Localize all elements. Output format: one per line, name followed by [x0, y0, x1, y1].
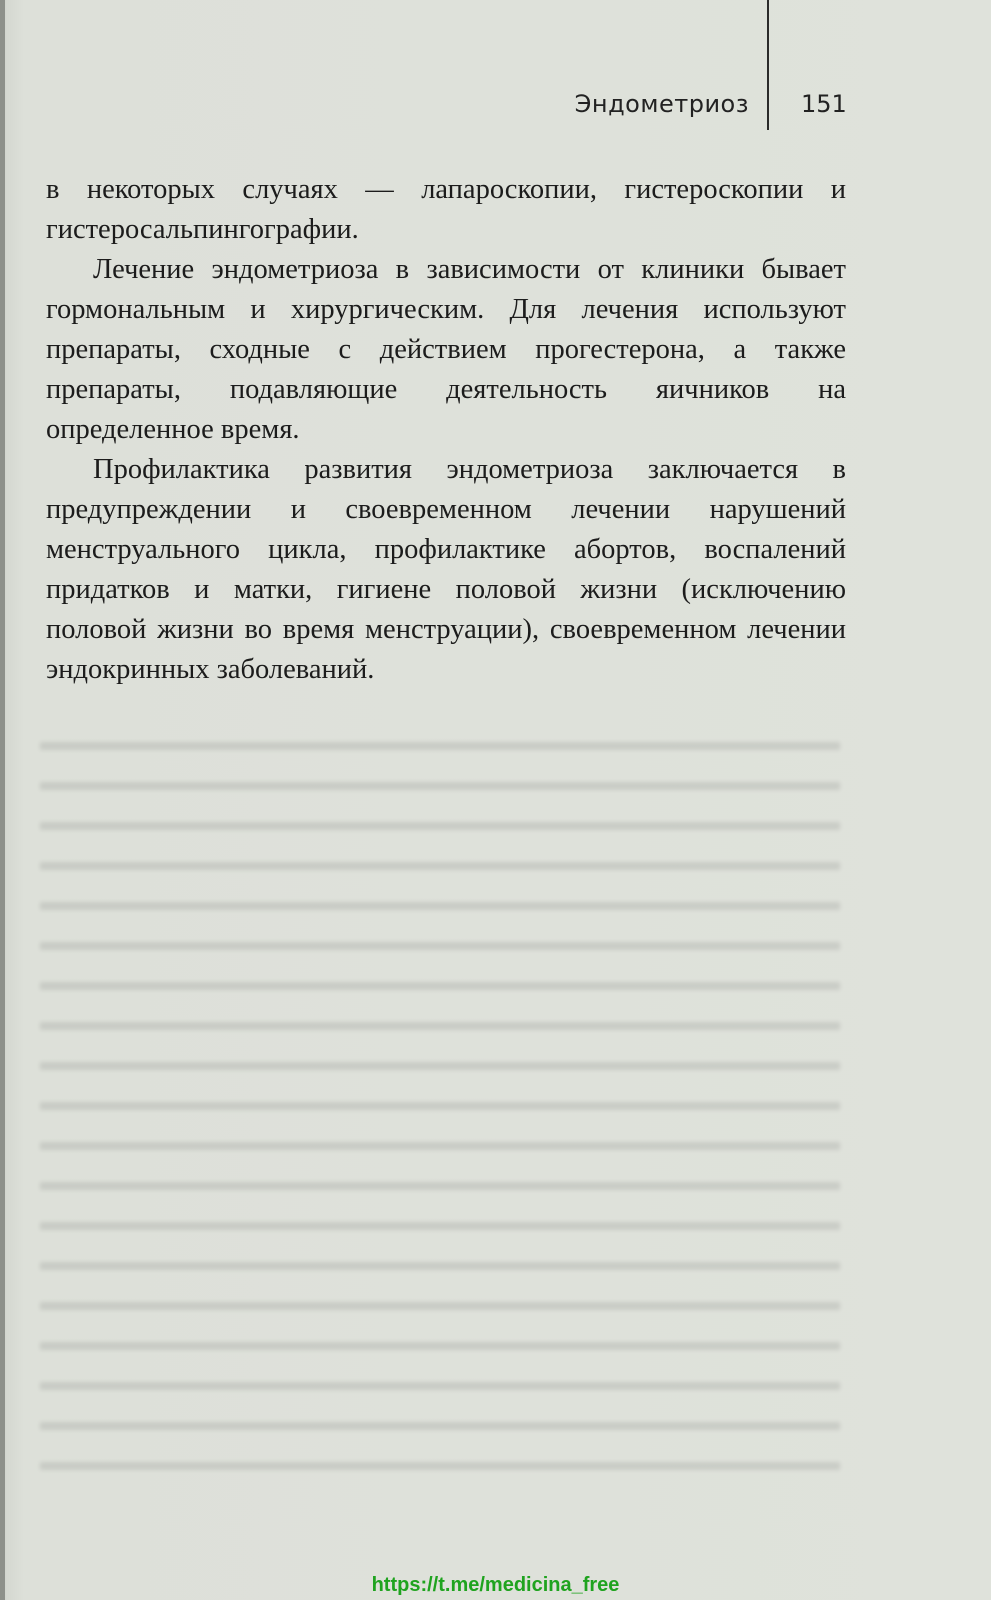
running-head	[0, 88, 991, 128]
page-binding-edge	[0, 0, 5, 1600]
paragraph-prevention: Профилактика развития эндометриоза заключается в предупреждении и своевременном лечении нарушений менструального цикла, профилактике абортов, воспалений придатков и матки, гигиене половой жизни (исключению половой жизни во время менструации), своевременном лечении эндокринных заболеваний.	[46, 454, 846, 685]
paragraph-continued: в некоторых случаях — лапароскопии, гистероскопии и гистеросальпингографии.	[46, 174, 846, 245]
running-head-divider	[767, 0, 769, 130]
paragraph-treatment: Лечение эндометриоза в зависимости от клиники бывает гормональным и хирургическим. Для лечения используют препараты, сходные с действием прогестерона, а также препараты, подавляющие деятельность яичников на определенное время.	[46, 254, 846, 445]
body-text	[46, 170, 846, 690]
running-head-title: Эндометриоз	[574, 90, 749, 118]
bleed-through-shadow	[40, 720, 840, 1480]
page-number: 151	[801, 90, 847, 118]
footer-link[interactable]: https://t.me/medicina_free	[371, 1574, 620, 1596]
